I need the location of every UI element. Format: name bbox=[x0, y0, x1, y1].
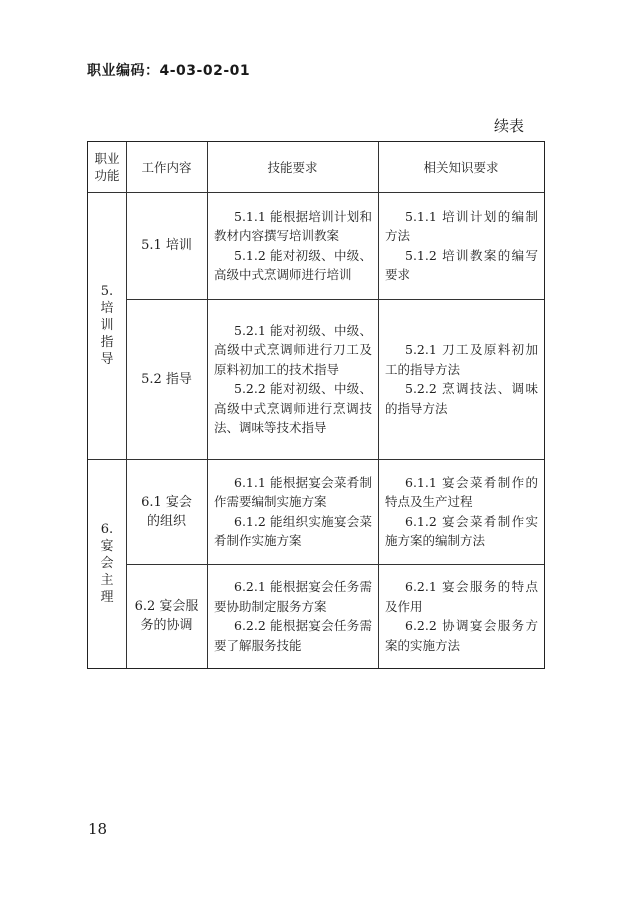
knowledge-cell bbox=[378, 459, 544, 564]
skill-item: 5.2.2 能对初级、中级、高级中式烹调师进行烹调技法、调味等技术指导 bbox=[214, 381, 372, 435]
skill-item: 6.2.1 能根据宴会任务需要协助制定服务方案 bbox=[214, 579, 372, 614]
function-char: 指 bbox=[100, 335, 114, 350]
skills-table bbox=[87, 141, 545, 669]
knowledge-item: 6.2.2 协调宴会服务方案的实施方法 bbox=[385, 618, 538, 653]
skill-item: 5.1.2 能对初级、中级、高级中式烹调师进行培训 bbox=[214, 247, 372, 282]
knowledge-item: 5.2.2 烹调技法、调味的指导方法 bbox=[385, 381, 538, 416]
knowledge-cell bbox=[378, 564, 544, 668]
work-cell bbox=[126, 459, 207, 564]
knowledge-item: 6.1.2 宴会菜肴制作实施方案的编制方法 bbox=[385, 513, 538, 548]
skill-item: 5.1.1 能根据培训计划和教材内容撰写培训教案 bbox=[214, 208, 372, 243]
work-cell bbox=[126, 564, 207, 668]
knowledge-item: 6.1.1 宴会菜肴制作的特点及生产过程 bbox=[385, 474, 538, 509]
header-knowledge: 相关知识要求 bbox=[423, 159, 499, 175]
page-number: 18 bbox=[88, 820, 108, 838]
function-char: 培 bbox=[100, 301, 114, 316]
header-work: 工作内容 bbox=[141, 159, 192, 175]
function-char: 会 bbox=[100, 556, 114, 571]
continued-label: 续表 bbox=[494, 117, 525, 135]
function-char: 6. bbox=[100, 522, 114, 537]
knowledge-item: 6.2.1 宴会服务的特点及作用 bbox=[385, 579, 538, 614]
skills-cell bbox=[207, 564, 378, 668]
skill-item: 5.2.1 能对初级、中级、高级中式烹调师进行刀工及原料初加工的技术指导 bbox=[214, 322, 372, 377]
knowledge-item: 5.2.1 刀工及原料初加工的指导方法 bbox=[385, 342, 538, 377]
work-text: 6.2 宴会服务的协调 bbox=[134, 599, 199, 633]
header-function bbox=[88, 142, 126, 192]
function-char: 主 bbox=[100, 573, 114, 588]
work-cell: 5.2 指导 bbox=[141, 371, 192, 387]
skill-item: 6.1.1 能根据宴会菜肴制作需要编制实施方案 bbox=[214, 474, 372, 509]
skills-cell bbox=[207, 459, 378, 564]
header-function-text: 职业功能 bbox=[94, 151, 120, 183]
function-char: 理 bbox=[100, 590, 114, 605]
knowledge-cell bbox=[378, 192, 544, 299]
work-cell: 5.1 培训 bbox=[141, 238, 192, 253]
function-char: 5. bbox=[100, 284, 114, 299]
skill-item: 6.2.2 能根据宴会任务需要了解服务技能 bbox=[214, 618, 372, 653]
skill-item: 6.1.2 能组织实施宴会菜肴制作实施方案 bbox=[214, 513, 372, 548]
work-text: 6.1 宴会的组织 bbox=[141, 494, 192, 529]
knowledge-item: 5.1.1 培训计划的编制方法 bbox=[385, 208, 538, 243]
occupation-code: 职业编码：4-03-02-01 bbox=[87, 63, 251, 79]
skills-cell bbox=[207, 192, 378, 299]
function-training bbox=[88, 192, 126, 459]
skills-cell bbox=[207, 299, 378, 459]
knowledge-item: 5.1.2 培训教案的编写要求 bbox=[385, 247, 538, 282]
function-char: 宴 bbox=[100, 539, 114, 554]
function-char: 训 bbox=[100, 318, 114, 333]
function-banquet bbox=[88, 459, 126, 668]
knowledge-cell bbox=[378, 299, 544, 459]
header-skills: 技能要求 bbox=[267, 159, 318, 175]
function-char: 导 bbox=[100, 352, 114, 367]
